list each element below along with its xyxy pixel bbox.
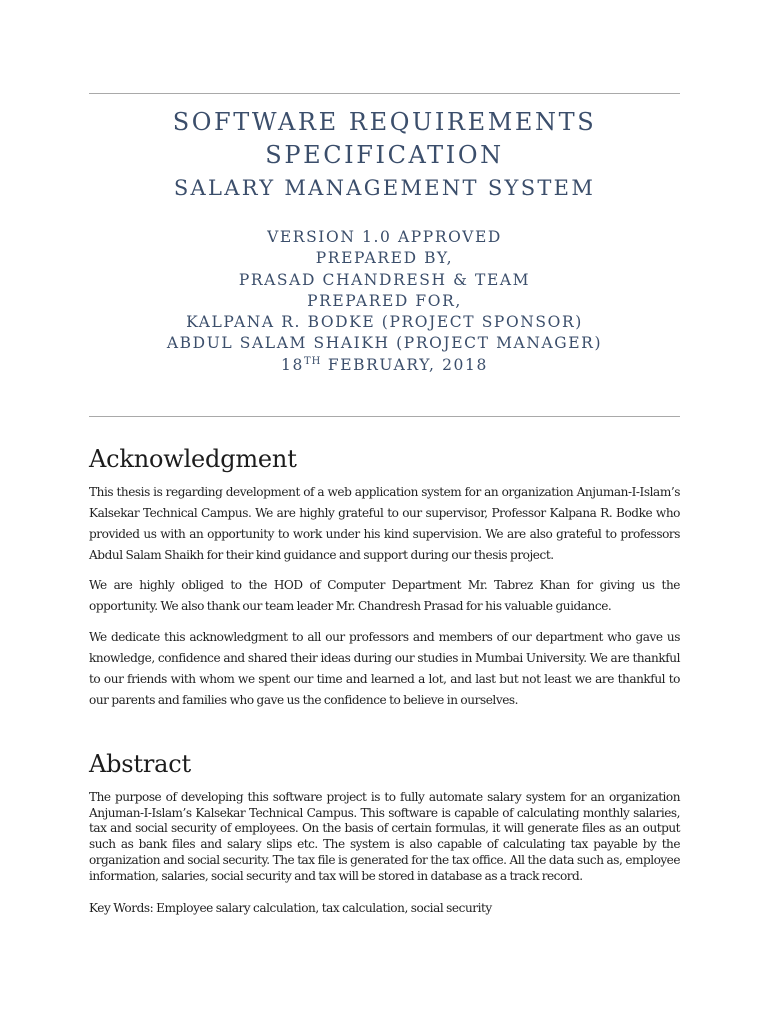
- document-date: [89, 355, 680, 376]
- top-divider: [89, 93, 680, 94]
- abstract-heading: Abstract: [89, 750, 191, 778]
- version-line: VERSION 1.0 APPROVED: [267, 228, 502, 246]
- project-manager: ABDUL SALAM SHAIKH (PROJECT MANAGER): [166, 334, 603, 353]
- date-day: 18: [281, 355, 304, 374]
- document-meta: [89, 227, 680, 376]
- prepared-by-label: PREPARED BY,: [315, 249, 454, 268]
- document-title-line-2: SPECIFICATION: [265, 141, 504, 169]
- bottom-divider: [89, 416, 680, 417]
- abstract-keywords: Key Words: Employee salary calculation, tax calculation, social security: [89, 901, 492, 915]
- prepared-by-name: PRASAD CHANDRESH & TEAM: [238, 270, 531, 289]
- acknowledgment-paragraph-3: We dedicate this acknowledgment to all our professors and members of our department who gave us knowledge, confidence and shared their ideas during our studies in Mumbai University. We are thankful to our friends with whom we spent our time and learned a lot, and last but not least we are thankful to our parents and families who gave us the confidence to believe in ourselves.: [89, 630, 680, 707]
- prepared-for-label: PREPARED FOR,: [307, 291, 462, 310]
- acknowledgment-paragraph-1: This thesis is regarding development of a web application system for an organization Anjuman-I-Islam’s Kalsekar Technical Campus. We are highly grateful to our supervisor, Professor Kalpana R. Bodke who provided us with an opportunity to work under his kind supervision. We are also grateful to professors Abdul Salam Shaikh for their kind guidance and support during our thesis project.: [89, 485, 680, 562]
- abstract-body: The purpose of developing this software project is to fully automate salary system for an organization Anjuman-I-Islam’s Kalsekar Technical Campus. This software is capable of calculating monthly salaries, tax and social security of employees. On the basis of certain formulas, it will generate files as an output such as bank files and salary slips etc. The system is also capable of calculating tax payable by the organization and social security. The tax file is generated for the tax office. All the data such as, employee information, salaries, social security and tax will be stored in database as a track record.: [89, 790, 680, 883]
- document-subtitle: SALARY MANAGEMENT SYSTEM: [173, 176, 596, 200]
- project-sponsor: KALPANA R. BODKE (PROJECT SPONSOR): [186, 313, 583, 332]
- title-block: [89, 106, 680, 376]
- acknowledgment-paragraph-2: We are highly obliged to the HOD of Computer Department Mr. Tabrez Khan for giving us the opportunity. We also thank our team leader Mr. Chandresh Prasad for his valuable guidance.: [89, 578, 680, 613]
- date-rest: FEBRUARY, 2018: [321, 355, 488, 374]
- date-suffix: TH: [303, 355, 322, 367]
- document-title-line-1: SOFTWARE REQUIREMENTS: [172, 108, 597, 136]
- acknowledgment-heading: Acknowledgment: [89, 445, 297, 473]
